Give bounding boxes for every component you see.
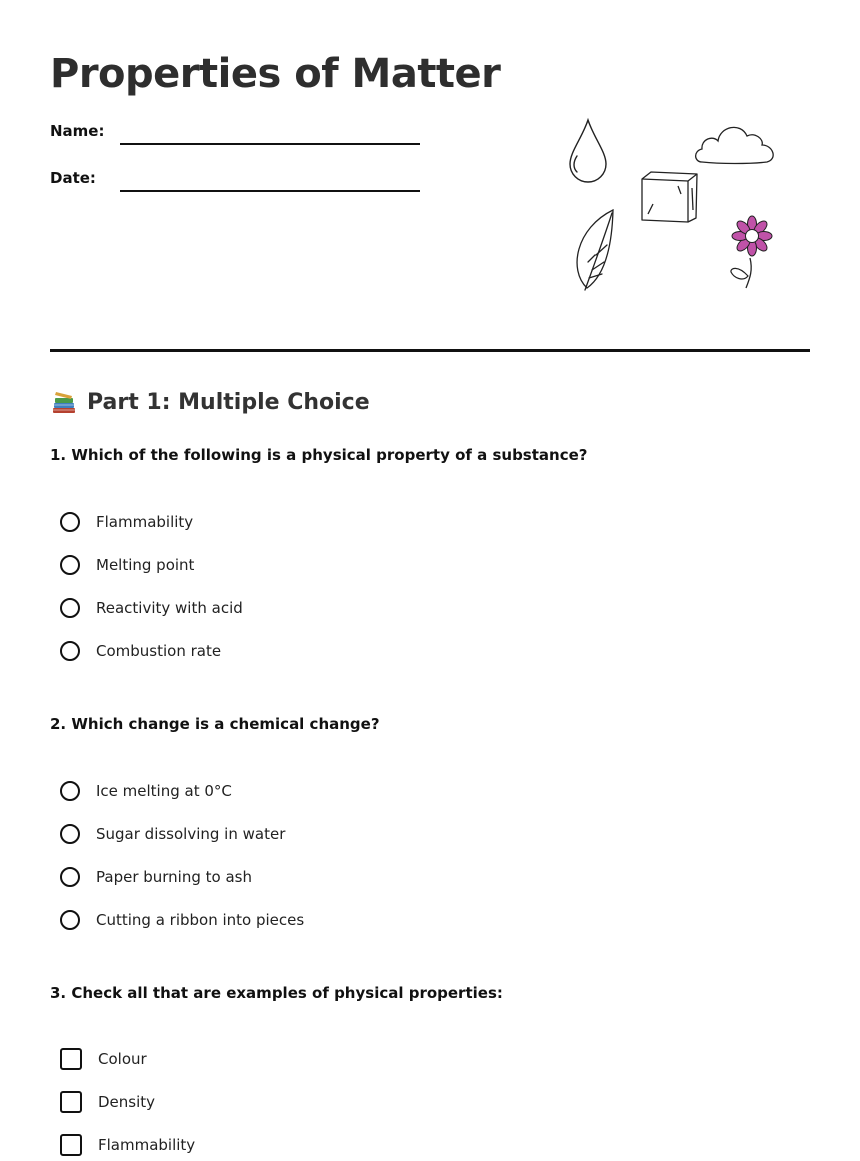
option-label: Ice melting at 0°C <box>96 782 232 800</box>
flower-icon <box>731 216 772 288</box>
option-label: Colour <box>98 1050 147 1068</box>
q1-option-2[interactable] <box>60 552 194 578</box>
radio-button[interactable] <box>60 867 80 887</box>
radio-button[interactable] <box>60 824 80 844</box>
part1-title: Part 1: Multiple Choice <box>87 389 370 415</box>
page-title: Properties of Matter <box>50 51 501 97</box>
radio-button[interactable] <box>60 910 80 930</box>
q1-option-3[interactable] <box>60 595 243 621</box>
q2-option-4[interactable] <box>60 907 304 933</box>
q3-option-3[interactable] <box>60 1132 195 1158</box>
matter-illustration <box>560 110 790 300</box>
radio-button[interactable] <box>60 781 80 801</box>
option-label: Reactivity with acid <box>96 599 243 617</box>
radio-button[interactable] <box>60 598 80 618</box>
checkbox[interactable] <box>60 1091 82 1113</box>
option-label: Flammability <box>96 513 194 531</box>
question-1: 1. Which of the following is a physical property of a substance? <box>50 446 588 464</box>
question-2: 2. Which change is a chemical change? <box>50 715 380 733</box>
option-label: Combustion rate <box>96 642 222 660</box>
radio-button[interactable] <box>60 512 80 532</box>
cloud-icon <box>696 127 774 163</box>
leaf-icon <box>577 210 613 290</box>
part1-heading <box>50 388 370 416</box>
radio-button[interactable] <box>60 641 80 661</box>
q2-option-1[interactable] <box>60 778 232 804</box>
option-label: Sugar dissolving in water <box>96 825 286 843</box>
checkbox[interactable] <box>60 1134 82 1156</box>
q2-option-2[interactable] <box>60 821 285 847</box>
option-label: Density <box>98 1093 156 1111</box>
radio-button[interactable] <box>60 555 80 575</box>
checkbox[interactable] <box>60 1048 82 1070</box>
q1-option-1[interactable] <box>60 509 193 535</box>
water-drop-icon <box>570 120 606 182</box>
option-label: Cutting a ribbon into pieces <box>96 911 305 929</box>
name-field[interactable] <box>120 143 420 145</box>
books-icon <box>50 388 78 416</box>
q3-option-1[interactable] <box>60 1046 147 1072</box>
date-label: Date: <box>50 169 96 187</box>
q1-option-4[interactable] <box>60 638 221 664</box>
option-label: Flammability <box>98 1136 196 1154</box>
ice-cube-icon <box>642 172 697 222</box>
question-3: 3. Check all that are examples of physical properties: <box>50 984 503 1002</box>
option-label: Paper burning to ash <box>96 868 252 886</box>
date-field[interactable] <box>120 190 420 192</box>
name-label: Name: <box>50 122 105 140</box>
option-label: Melting point <box>96 556 195 574</box>
section-divider <box>50 349 810 352</box>
q2-option-3[interactable] <box>60 864 252 890</box>
q3-option-2[interactable] <box>60 1089 155 1115</box>
